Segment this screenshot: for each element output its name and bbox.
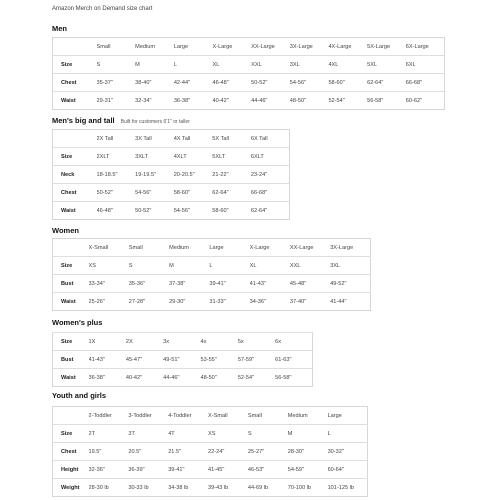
column-header: Medium [287,412,308,419]
table-cell: 21-22" [212,166,251,184]
table-cell: 28-30" [288,443,328,461]
row-label: Chest [53,74,97,92]
table-cell: 19.5" [89,443,129,461]
table-cell: M [135,56,174,74]
table-cell: 101-125 lb [328,479,368,497]
table-cell: 58-60" [212,202,251,220]
section-title-text: Women's plus [52,318,103,327]
table-row [53,74,445,92]
section-title-women [52,226,79,235]
table-cell: 5XLT [212,148,251,166]
table-cell: 2T [89,425,129,443]
table-cell: 36-38" [174,92,213,110]
table-cell: S [248,425,288,443]
column-header: 6X-Large [405,43,429,50]
page-title: Amazon Merch on Demand size chart [52,6,153,12]
table-cell: 54-56" [290,74,329,92]
table-cell: 46-48" [97,202,136,220]
table-cell: 40-42" [126,369,163,387]
table-cell: 34-36" [250,293,290,311]
column-header: XX-Large [251,43,275,50]
table-cell: 36-39" [128,461,168,479]
column-header: Large [327,412,342,419]
table-row [53,461,368,479]
table-cell: 3XL [290,56,329,74]
table-cell: 45-48" [290,275,330,293]
table-header-row [53,130,290,148]
column-header: Medium [135,43,156,50]
table-cell: 60-64" [328,461,368,479]
column-header: Large [209,244,224,251]
row-label: Size [53,56,97,74]
table-cell: 39-43 lb [208,479,248,497]
table-cell: 30-33 lb [128,479,168,497]
table-cell: 3XL [330,257,370,275]
section-title-text: Men [52,24,67,33]
table-cell: 25-26" [89,293,129,311]
table-cell: 32-34" [135,92,174,110]
table-cell: 52-54" [238,369,275,387]
row-label: Chest [53,443,89,461]
column-header: 6X Tall [250,135,268,142]
column-header [53,407,89,425]
column-header: 3X-Large [289,43,313,50]
table-cell: 58-60" [174,184,213,202]
table-row [53,92,445,110]
table-header-row [53,38,445,56]
table-cell: 41-43" [89,351,126,369]
table-cell: 2XLT [97,148,136,166]
table-cell: 70-100 lb [288,479,328,497]
column-header [53,239,89,257]
table-cell: XL [212,56,251,74]
row-label: Bust [53,275,89,293]
table-cell: 41-44" [330,293,370,311]
table-cell: S [97,56,136,74]
table-cell: 54-59" [288,461,328,479]
table-cell: 36-38" [89,369,126,387]
table-cell: 44-46" [163,369,200,387]
size-table-youth-and-girls [52,406,368,497]
column-header: 3X Tall [135,135,152,142]
table-row [53,184,290,202]
column-header: XX-Large [289,244,314,251]
table-row [53,351,313,369]
table-row [53,293,371,311]
table-cell: XXL [251,56,290,74]
table-row [53,257,371,275]
table-cell: 38-40" [135,74,174,92]
column-header: 3X-Large [330,244,354,251]
table-row [53,56,445,74]
column-header: 2-Toddler [88,412,112,419]
row-label: Waist [53,369,89,387]
row-label: Height [53,461,89,479]
table-cell: 1X [89,333,126,351]
size-table-women [52,238,371,311]
column-header: 3-Toddler [128,412,152,419]
table-cell: 18-18.5" [97,166,136,184]
table-row [53,275,371,293]
table-cell: 29-31" [97,92,136,110]
table-cell: 32-36" [89,461,129,479]
table-cell: 40-42" [212,92,251,110]
table-cell: 37-40" [290,293,330,311]
table-cell: 56-58" [275,369,312,387]
table-cell: 50-52" [251,74,290,92]
table-cell: 21.5" [168,443,208,461]
column-header: 4-Toddler [168,412,192,419]
table-cell: 37-38" [169,275,209,293]
table-cell: 49-51" [163,351,200,369]
row-label: Size [53,257,89,275]
table-cell: 39-41" [209,275,249,293]
table-cell: 62-64" [212,184,251,202]
column-header: Small [128,244,143,251]
table-cell: 4x [200,333,237,351]
row-label: Size [53,425,89,443]
table-cell: XXL [290,257,330,275]
table-cell: 30-32" [328,443,368,461]
column-header: 4X-Large [328,43,352,50]
table-cell: L [209,257,249,275]
table-cell: M [169,257,209,275]
table-cell: 54-56" [135,184,174,202]
table-cell: 6x [275,333,312,351]
table-cell: 60-62" [406,92,445,110]
row-label: Chest [53,184,97,202]
table-cell: 62-64" [251,202,290,220]
table-header-row [53,239,371,257]
table-cell: 48-50" [200,369,237,387]
row-label: Waist [53,202,97,220]
table-cell: 3T [128,425,168,443]
size-table-mens-big-and-tall [52,129,290,220]
table-cell: 4T [168,425,208,443]
table-cell: 39-41" [168,461,208,479]
row-label: Size [53,333,89,351]
table-cell: 45-47" [126,351,163,369]
table-header-row [53,407,368,425]
table-row [53,425,368,443]
table-cell: 46-48" [212,74,251,92]
section-note: Built for customers 6'1" or taller [120,119,190,125]
table-row [53,202,290,220]
table-cell: 4XLT [174,148,213,166]
table-cell: 58-60" [328,74,367,92]
table-cell: 3XLT [135,148,174,166]
table-cell: 52-54" [328,92,367,110]
table-cell: 44-46" [251,92,290,110]
row-label: Bust [53,351,89,369]
column-header: 5X-Large [367,43,391,50]
table-row [53,369,313,387]
section-title-text: Youth and girls [52,391,107,400]
table-cell: 31-33" [209,293,249,311]
table-cell: L [174,56,213,74]
column-header: Large [173,43,189,50]
section-title-text: Men's big and tall [52,116,115,125]
table-cell: 66-68" [406,74,445,92]
column-header: Medium [169,244,189,251]
table-cell: 50-52" [135,202,174,220]
table-cell: 20.5" [128,443,168,461]
column-header: X-Small [208,412,228,419]
table-cell: 29-30" [169,293,209,311]
column-header: 2X Tall [96,135,114,142]
row-label: Weight [53,479,89,497]
row-label: Size [53,148,97,166]
table-cell: 41-45" [208,461,248,479]
section-title-text: Women [52,226,79,235]
table-cell: 61-63" [275,351,312,369]
table-cell: 53-55" [200,351,237,369]
table-cell: 50-52" [97,184,136,202]
table-cell: 4XL [328,56,367,74]
table-cell: 44-69 lb [248,479,288,497]
table-cell: M [288,425,328,443]
row-label: Waist [53,92,97,110]
column-header: Small [96,43,111,50]
table-cell: 3x [163,333,200,351]
table-cell: 2X [126,333,163,351]
table-cell: 42-44" [174,74,213,92]
table-cell: S [129,257,169,275]
table-cell: 62-64" [367,74,406,92]
table-cell: 33-34" [89,275,129,293]
table-cell: 6XLT [251,148,290,166]
table-cell: 48-50" [290,92,329,110]
column-header: X-Small [88,244,109,251]
table-cell: XS [208,425,248,443]
table-cell: 19-19.5" [135,166,174,184]
section-title-mens-big-and-tall [52,116,190,125]
table-row [53,443,368,461]
table-cell: 27-28" [129,293,169,311]
table-cell: 5x [238,333,275,351]
table-cell: 23-24" [251,166,290,184]
table-cell: 41-43" [250,275,290,293]
table-row [53,166,290,184]
column-header [53,38,97,56]
column-header: X-Large [249,244,270,251]
column-header: 5X Tall [212,135,229,142]
table-cell: 35-36" [129,275,169,293]
table-cell: 34-38 lb [168,479,208,497]
table-cell: L [328,425,368,443]
table-row [53,333,313,351]
section-title-men [52,24,67,33]
table-cell: 46-53" [248,461,288,479]
table-cell: 5XL [367,56,406,74]
table-cell: 22-24" [208,443,248,461]
table-cell: 20-20.5" [174,166,213,184]
column-header [53,130,97,148]
table-cell: 25-27" [248,443,288,461]
table-row [53,148,290,166]
column-header: 4X Tall [173,135,191,142]
table-cell: 6XL [406,56,445,74]
table-cell: 57-59" [238,351,275,369]
table-cell: 35-37" [97,74,136,92]
table-row [53,479,368,497]
row-label: Waist [53,293,89,311]
table-cell: 49-52" [330,275,370,293]
table-cell: XL [250,257,290,275]
table-cell: XS [89,257,129,275]
section-title-womens-plus [52,318,102,327]
table-cell: 66-68" [251,184,290,202]
table-cell: 54-56" [174,202,213,220]
table-cell: 28-30 lb [89,479,129,497]
column-header: Small [247,412,262,419]
table-cell: 56-58" [367,92,406,110]
column-header: X-Large [212,43,233,50]
size-table-womens-plus [52,332,313,387]
row-label: Neck [53,166,97,184]
section-title-youth-and-girls [52,391,106,400]
size-table-men [52,37,445,110]
